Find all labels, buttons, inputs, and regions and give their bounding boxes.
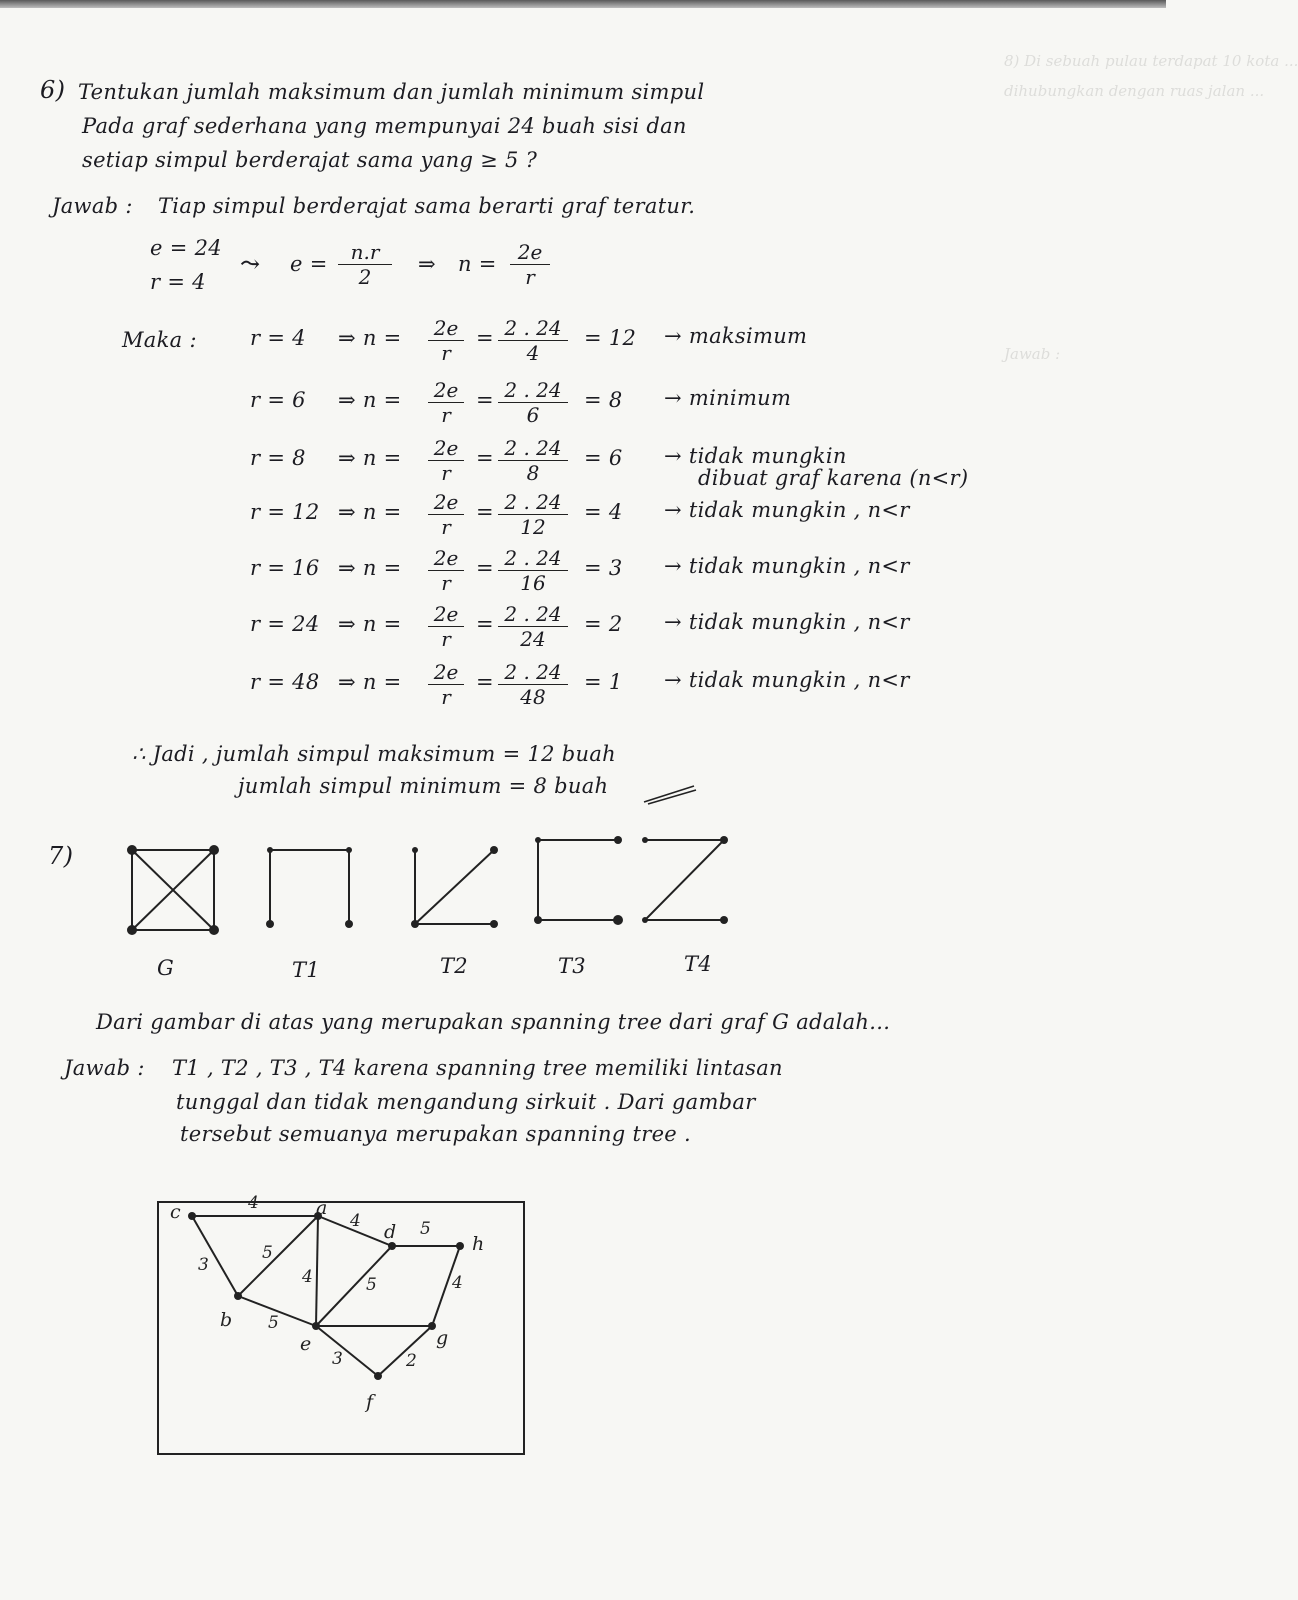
calc-fraction (498, 436, 568, 485)
fraction-numerator: 2e (428, 660, 464, 685)
calc-fraction (498, 660, 568, 709)
given-e: e = 24 (150, 236, 222, 260)
fraction-denominator: r (441, 403, 451, 427)
fraction-numerator: 2e (428, 378, 464, 403)
result-value: = 6 (584, 446, 623, 470)
maka-label: Maka : (122, 328, 197, 352)
graph-frame (158, 1202, 524, 1454)
scan-edge (0, 0, 1166, 8)
fraction-denominator: r (441, 461, 451, 485)
result-value: = 12 (584, 326, 637, 350)
result-value: = 4 (584, 500, 623, 524)
degree-value: r = 12 (250, 500, 320, 524)
graph-vertex-e (312, 1322, 320, 1330)
graph-vertex-g (428, 1322, 436, 1330)
question-number-6: 6) (40, 76, 66, 104)
bleed-line: dihubungkan dengan ruas jalan ... (1004, 82, 1265, 100)
graph-edge-f-g (378, 1326, 432, 1376)
calc-fraction (498, 490, 568, 539)
implies-n: ⇒ n = (338, 670, 402, 694)
implies-n: ⇒ n = (338, 500, 402, 524)
tree-t2 (415, 850, 494, 924)
edge-weight-a-e: 4 (302, 1267, 313, 1287)
result-value: = 8 (584, 388, 623, 412)
bleed-through (1000, 40, 1298, 1490)
calc-numerator: 2 . 24 (498, 490, 568, 515)
result-value: = 3 (584, 556, 623, 580)
calc-fraction (498, 316, 568, 365)
calc-fraction (498, 602, 568, 651)
vertex-label-a: a (316, 1197, 328, 1219)
tree-t1 (270, 850, 349, 924)
question-7-text: Dari gambar di atas yang merupakan spanning tree dari graf G adalah... (96, 1010, 891, 1034)
formula-fraction (428, 546, 464, 595)
calc-numerator: 2 . 24 (498, 436, 568, 461)
calc-denominator: 6 (526, 403, 540, 427)
edge-weight-f-g: 2 (406, 1351, 417, 1371)
formula-fraction (338, 240, 392, 289)
formula-fraction (428, 316, 464, 365)
vertex-label-e: e (300, 1333, 312, 1355)
result-note: → tidak mungkin (664, 444, 847, 468)
given-r: r = 4 (150, 270, 206, 294)
result-note: → maksimum (664, 324, 808, 348)
label-g: G (157, 956, 175, 980)
equals-sign: = (476, 446, 494, 470)
spanning-tree-figures (120, 840, 760, 970)
formula-fraction (428, 378, 464, 427)
edge-weight-d-e: 5 (366, 1275, 377, 1295)
degree-value: r = 24 (250, 612, 320, 636)
equals-sign: = (476, 670, 494, 694)
degree-value: r = 16 (250, 556, 320, 580)
graph-edge-e-f (316, 1326, 378, 1376)
graph-vertex-c (188, 1212, 196, 1220)
graph-edge-a-e (316, 1216, 318, 1326)
formula-numerator: n.r (338, 240, 392, 265)
implies-n: ⇒ n = (338, 446, 402, 470)
equals-sign: = (476, 388, 494, 412)
implies-n: ⇒ n = (338, 326, 402, 350)
calc-denominator: 4 (526, 341, 540, 365)
graph-vertex-d (388, 1242, 396, 1250)
formula-fraction (428, 660, 464, 709)
calc-denominator: 16 (520, 571, 546, 595)
calc-denominator: 48 (520, 685, 546, 709)
equals-sign: = (476, 612, 494, 636)
result-note: → tidak mungkin , n<r (664, 668, 910, 692)
formula-fraction (428, 490, 464, 539)
question-6-line-3: setiap simpul berderajat sama yang ≥ 5 ? (82, 148, 538, 172)
vertex-label-g: g (436, 1327, 449, 1349)
formula-n-numerator: 2e (510, 240, 550, 265)
vertex-label-c: c (170, 1201, 181, 1223)
implies-arrow: ⇒ (418, 252, 436, 276)
fraction-numerator: 2e (428, 436, 464, 461)
formula-fraction (428, 602, 464, 651)
weighted-graph (156, 1193, 528, 1458)
calc-fraction (498, 378, 568, 427)
vertex-label-d: d (384, 1221, 397, 1243)
result-value: = 1 (584, 670, 623, 694)
formula-denominator: 2 (358, 265, 372, 289)
tree-t3 (538, 840, 618, 920)
implies-n: ⇒ n = (338, 388, 402, 412)
calc-denominator: 24 (520, 627, 546, 651)
vertex-label-b: b (220, 1309, 233, 1331)
vertex-label-h: h (472, 1233, 485, 1255)
question-6-line-2: Pada graf sederhana yang mempunyai 24 buah sisi dan (82, 114, 687, 138)
calc-numerator: 2 . 24 (498, 316, 568, 341)
degree-value: r = 4 (250, 326, 306, 350)
equals-sign: = (476, 556, 494, 580)
label-t3: T3 (558, 954, 586, 978)
question-6-line-1: Tentukan jumlah maksimum dan jumlah minimum simpul (78, 80, 705, 104)
jawab-label-7: Jawab : (64, 1056, 145, 1080)
graph-vertex-b (234, 1292, 242, 1300)
formula-fraction (428, 436, 464, 485)
conclusion-line-1: ∴ Jadi , jumlah simpul maksimum = 12 buah (132, 742, 616, 766)
calc-denominator: 8 (526, 461, 540, 485)
degree-value: r = 6 (250, 388, 306, 412)
calc-numerator: 2 . 24 (498, 378, 568, 403)
bleed-line: Jawab : (1004, 345, 1061, 363)
fraction-denominator: r (441, 685, 451, 709)
question-number-7: 7) (48, 842, 74, 870)
calc-denominator: 12 (520, 515, 546, 539)
calc-numerator: 2 . 24 (498, 602, 568, 627)
edge-weight-a-d: 4 (350, 1211, 361, 1231)
label-t2: T2 (440, 954, 468, 978)
fraction-denominator: r (441, 515, 451, 539)
result-value: = 2 (584, 612, 623, 636)
label-t1: T1 (292, 958, 320, 982)
calc-numerator: 2 . 24 (498, 660, 568, 685)
fraction-denominator: r (441, 627, 451, 651)
fraction-numerator: 2e (428, 602, 464, 627)
jawab-label: Jawab : (52, 194, 133, 218)
edge-weight-h-g: 4 (452, 1273, 463, 1293)
implies-n: ⇒ n = (338, 556, 402, 580)
graph-edge-d-e (316, 1246, 392, 1326)
calc-fraction (498, 546, 568, 595)
formula-n-denominator: r (525, 265, 535, 289)
answer-7-line-3: tersebut semuanya merupakan spanning tree . (180, 1122, 691, 1146)
result-note: → tidak mungkin , n<r (664, 554, 910, 578)
result-note: → tidak mungkin , n<r (664, 610, 910, 634)
result-note: → tidak mungkin , n<r (664, 498, 910, 522)
edge-weight-d-h: 5 (420, 1219, 431, 1239)
fraction-denominator: r (441, 341, 451, 365)
result-note: → minimum (664, 386, 792, 410)
formula-lhs: e = (290, 252, 328, 276)
degree-value: r = 8 (250, 446, 306, 470)
vertex-label-f: f (366, 1391, 374, 1413)
edge-weight-b-a: 5 (262, 1243, 273, 1263)
calc-numerator: 2 . 24 (498, 546, 568, 571)
answer-intro: Tiap simpul berderajat sama berarti graf teratur. (158, 194, 696, 218)
edge-weight-c-b: 3 (198, 1255, 209, 1275)
equals-sign: = (476, 500, 494, 524)
answer-7-line-1: T1 , T2 , T3 , T4 karena spanning tree memiliki lintasan (172, 1056, 783, 1080)
label-t4: T4 (684, 952, 712, 976)
answer-7-line-2: tunggal dan tidak mengandung sirkuit . Dari gambar (176, 1090, 756, 1114)
formula-rhs: n = (458, 252, 497, 276)
fraction-numerator: 2e (428, 490, 464, 515)
degree-value: r = 48 (250, 670, 320, 694)
underline-mark (640, 780, 700, 806)
bleed-line: 8) Di sebuah pulau terdapat 10 kota ... (1004, 52, 1298, 70)
fraction-numerator: 2e (428, 316, 464, 341)
edge-weight-e-f: 3 (332, 1349, 343, 1369)
graph-vertex-h (456, 1242, 464, 1250)
fraction-numerator: 2e (428, 546, 464, 571)
graph-vertex-f (374, 1372, 382, 1380)
edge-weight-c-a: 4 (248, 1193, 259, 1213)
tree-t4 (645, 840, 724, 920)
edge-weight-b-e: 5 (268, 1313, 279, 1333)
curved-arrow: ⤳ (240, 250, 261, 278)
formula-fraction-n (510, 240, 550, 289)
implies-n: ⇒ n = (338, 612, 402, 636)
conclusion-line-2: jumlah simpul minimum = 8 buah (238, 774, 609, 798)
result-note-continued: dibuat graf karena (n<r) (698, 466, 969, 490)
equals-sign: = (476, 326, 494, 350)
fraction-denominator: r (441, 571, 451, 595)
graph-g (132, 850, 214, 930)
